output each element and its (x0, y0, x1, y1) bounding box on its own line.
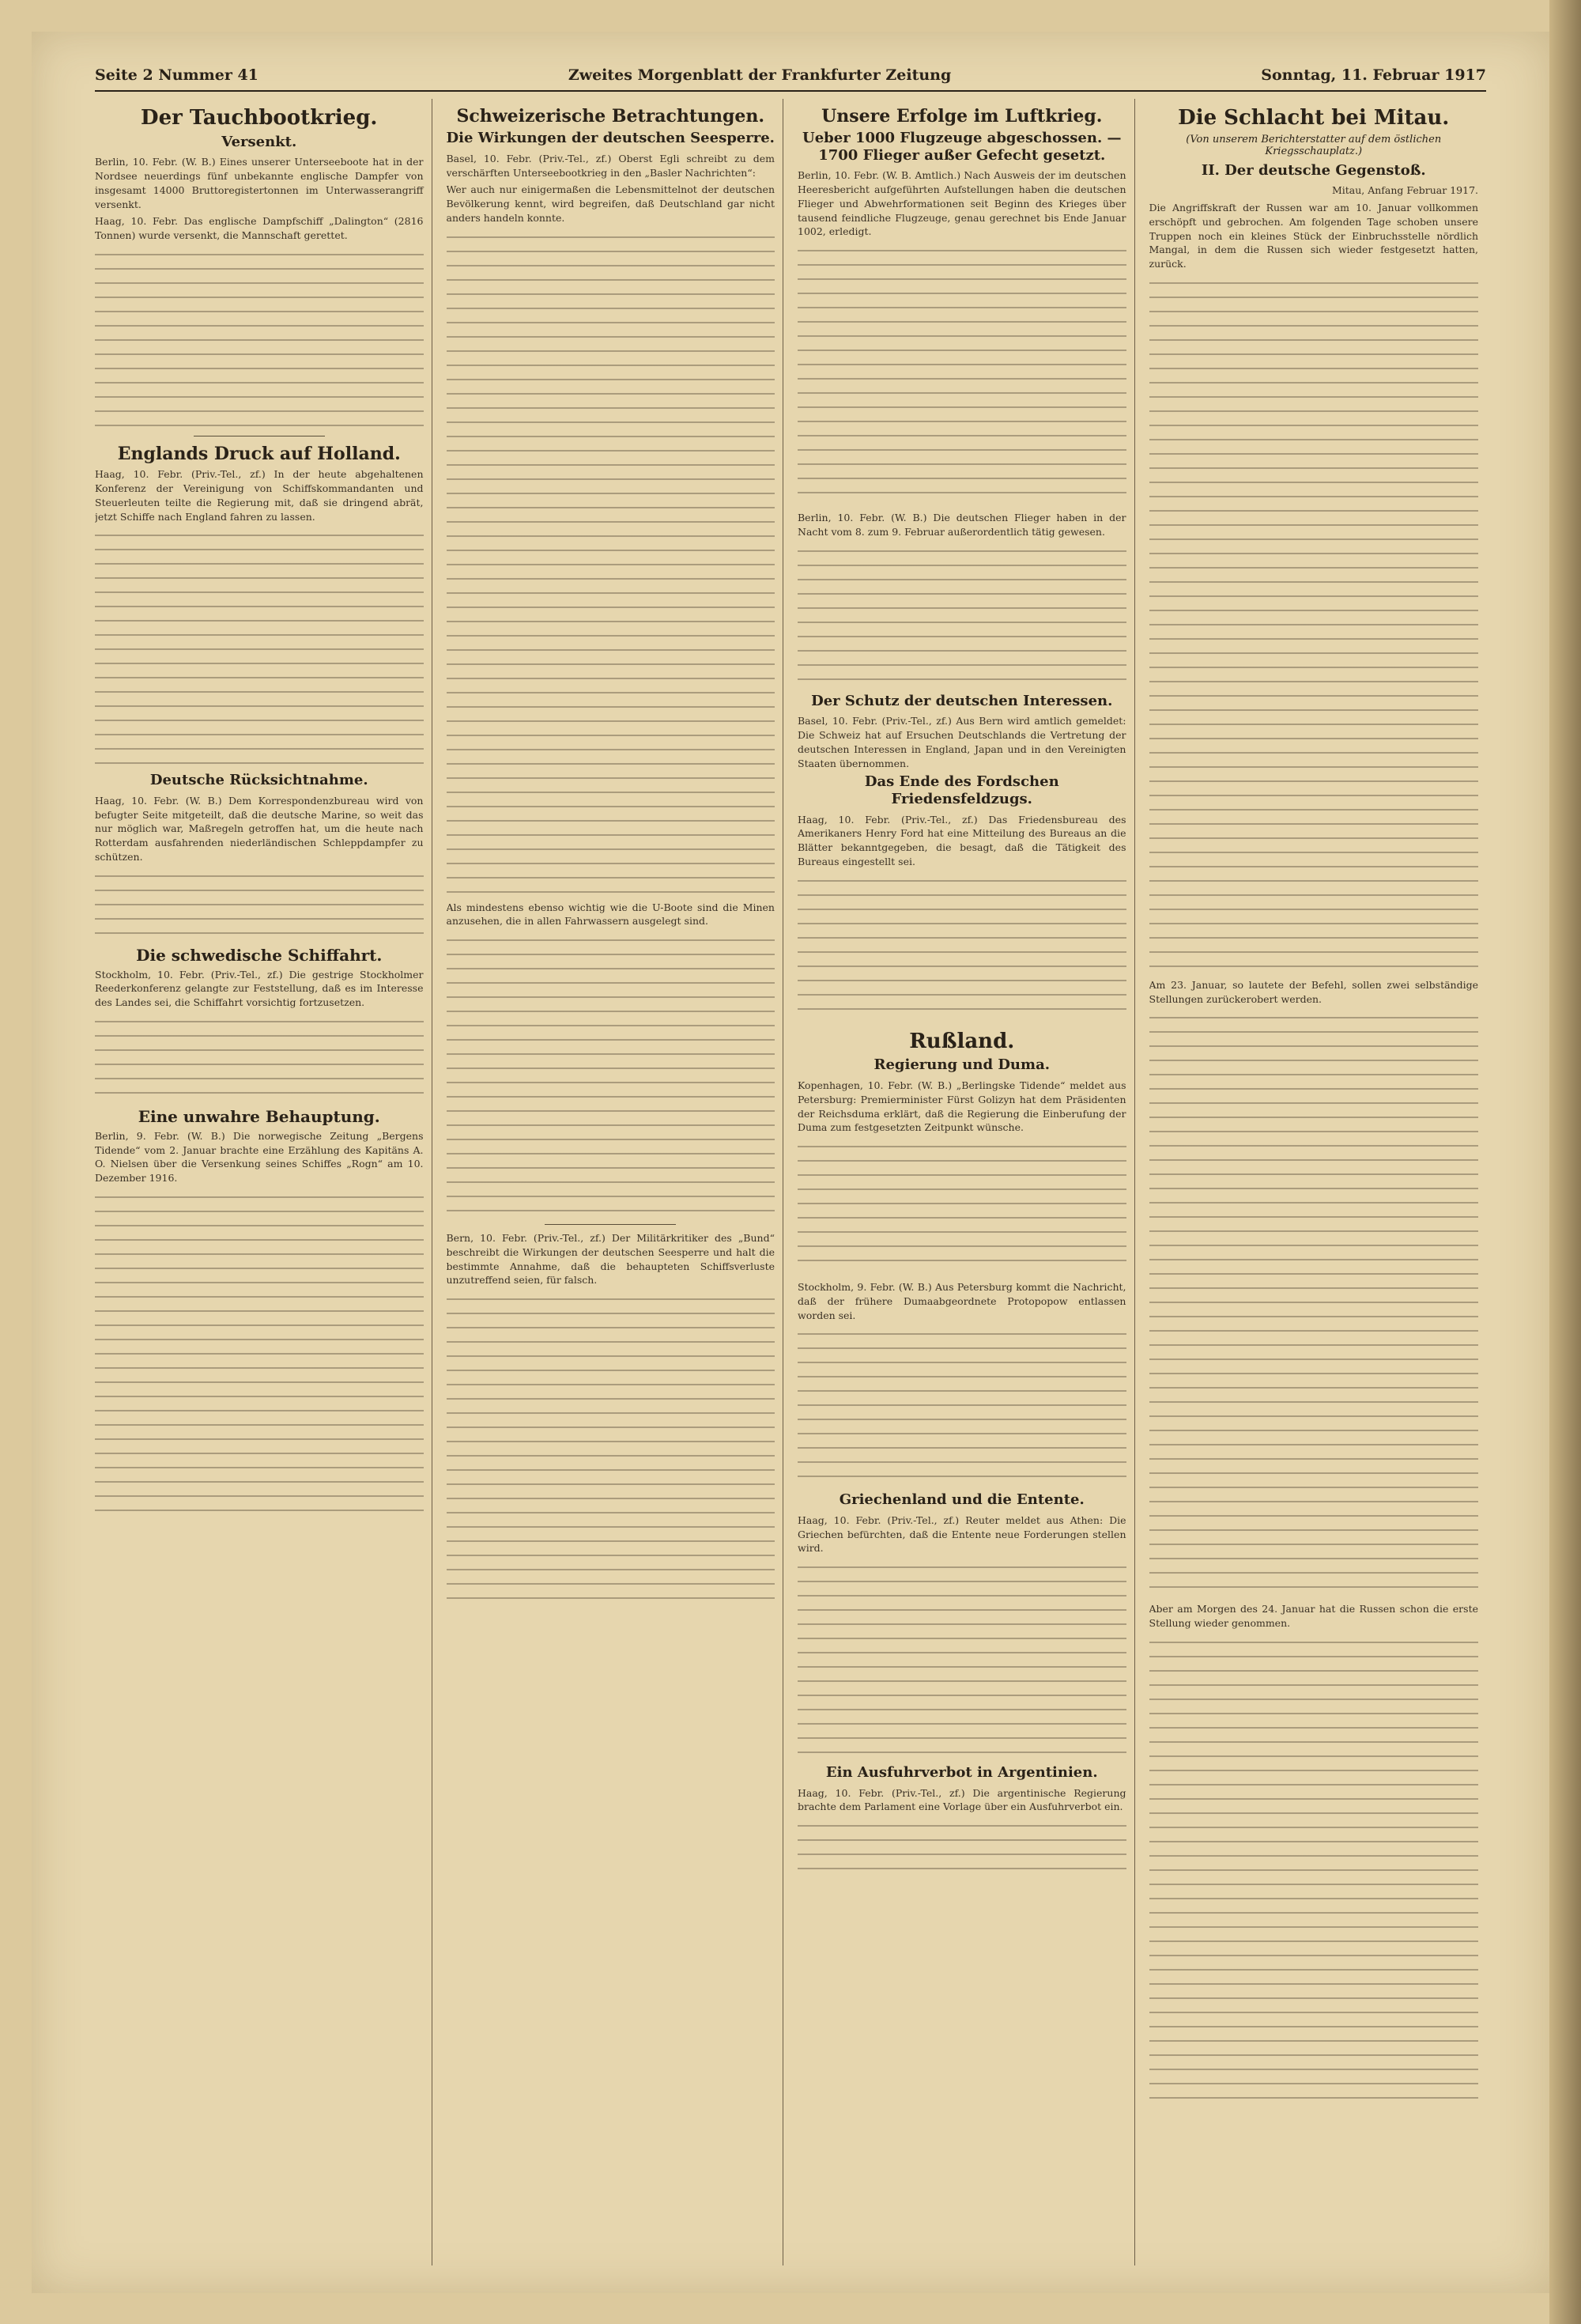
page-binding (1549, 0, 1581, 2324)
article-text: Bern, 10. Febr. (Priv.-Tel., zf.) Der Militärkritiker des „Bund“ beschreibt die Wirkungen der deutschen Seesperre und halt die bestimmte Annahme, daß die behaupteten Schiffsverluste unzutreffend seien, für falsch. (446, 1232, 775, 1287)
author-note: (Von unserem Berichterstatter auf dem östlichen Kriegsschauplatz.) (1186, 133, 1442, 157)
article-text: Berlin, 9. Febr. (W. B.) Die norwegische Zeitung „Bergens Tidende“ vom 2. Januar brachte eine Erzählung des Kapitäns A. O. Nielsen über die Versenkung seines Schiffes „Rogn“ am 10. Dezember 1916. (95, 1129, 424, 1185)
masthead (95, 63, 1486, 92)
subhead-argentinien: Ein Ausfuhrverbot in Argentinien. (825, 1764, 1098, 1782)
text-block (798, 1559, 1126, 1756)
column-2 (447, 99, 784, 2265)
newspaper-title: Zweites Morgenblatt der Frankfurter Zeitung (568, 66, 952, 84)
dateline: Mitau, Anfang Februar 1917. (1331, 184, 1478, 197)
subhead-seesperre: Die Wirkungen der deutschen Seesperre. (446, 130, 775, 147)
divider (545, 1224, 676, 1225)
page-number: Seite 2 Nummer 41 (95, 66, 258, 84)
article-text: Aber am Morgen des 24. Januar hat die Russen schon die erste Stellung wieder genommen. (1149, 1603, 1478, 1630)
subhead-regierung-duma: Regierung und Duma. (874, 1056, 1050, 1074)
article-text: Haag, 10. Febr. (Priv.-Tel., zf.) Die argentinische Regierung brachte dem Parlament eine Vorlage über ein Ausfuhrverbot ein. (798, 1786, 1126, 1813)
text-block (798, 242, 1126, 503)
text-block (95, 246, 424, 428)
article-text: Basel, 10. Febr. (Priv.-Tel., zf.) Aus Bern wird amtlich gemeldet: Die Schweiz hat auf Ersuchen Deutschlands die Vertretung der deutschen Interessen in England, Japan und in den Vereinigten Staaten übernommen. (798, 715, 1126, 769)
column-1 (95, 99, 432, 2265)
headline-englands-druck: Englands Druck auf Holland. (117, 443, 401, 464)
text-block (798, 1817, 1126, 1880)
subhead-flugzeuge: Ueber 1000 Flugzeuge abgeschossen. — 1700 Flieger außer Gefecht gesetzt. (802, 130, 1122, 164)
article-columns (95, 99, 1486, 2265)
text-block (95, 527, 424, 764)
text-block (95, 1188, 424, 1521)
article-text: Kopenhagen, 10. Febr. (W. B.) „Berlingske Tidende“ meldet aus Petersburg: Premierminister Fürst Golizyn hat dem Präsidenten der Reichsduma erklärt, daß die Regierung die Einberufung der Duma zum festgesetzten Zeitpunkt wünsche. (798, 1079, 1126, 1134)
headline-schlacht-mitau: Die Schlacht bei Mitau. (1178, 106, 1450, 130)
subhead-gegenstoss: II. Der deutsche Gegenstoß. (1201, 161, 1426, 179)
article-text: Als mindestens ebenso wichtig wie die U-Boote sind die Minen anzusehen, die in allen Fahrwassern ausgelegt sind. (446, 901, 775, 928)
article-text: Wer auch nur einigermaßen die Lebensmittelnot der deutschen Bevölkerung kennt, wird begreifen, daß Deutschland gar nicht anders handeln konnte. (446, 183, 775, 224)
column-3 (798, 99, 1135, 2265)
article-text: Stockholm, 10. Febr. (Priv.-Tel., zf.) Die gestrige Stockholmer Reederkonferenz gelangte zur Feststellung, daß es im Interesse des Landes sei, die Schiffahrt vorsichtig fortzusetzen. (95, 968, 424, 1009)
issue-date: Sonntag, 11. Februar 1917 (1261, 66, 1486, 84)
text-block (95, 867, 424, 939)
text-block (447, 931, 775, 1216)
article-text: Haag, 10. Febr. (W. B.) Dem Korrespondenzbureau wird von befugter Seite mitgeteilt, daß die deutsche Marine, so weit das nur möglich war, Maßregeln getroffen hat, um die heute nach Rotterdam ausfahrenden niederländischen Schleppdampfer zu schützen. (95, 794, 424, 863)
article-text: Basel, 10. Febr. (Priv.-Tel., zf.) Oberst Egli schreibt zu dem verschärften Unterseebootkrieg in den „Basler Nachrichten“: (446, 152, 775, 179)
text-block (1149, 1009, 1479, 1594)
text-block (1149, 1634, 1479, 2108)
article-text: Haag, 10. Febr. (Priv.-Tel., zf.) Das Friedensbureau des Amerikaners Henry Ford hat eine Mitteilung des Bureaus an die Blätter bekanntgegeben, die besagt, daß die Tätigkeit des Bureaus eingestellt sei. (798, 813, 1126, 867)
headline-luftkrieg: Unsere Erfolge im Luftkrieg. (821, 106, 1103, 127)
text-block (798, 1138, 1126, 1272)
headline-unwahre-behauptung: Eine unwahre Behauptung. (138, 1106, 380, 1126)
text-block (447, 229, 775, 893)
article-text: Berlin, 10. Febr. (W. B.) Die deutschen Flieger haben in der Nacht vom 8. zum 9. Februar außerordentlich tätig gewesen. (798, 512, 1126, 538)
subhead-versenkt: Versenkt. (221, 133, 297, 150)
article-text: Berlin, 10. Febr. (W. B. Amtlich.) Nach Ausweis der im deutschen Heeresbericht aufgeführten Aufstellungen haben die deutschen Flieger und Abwehrformationen seit Beginn des Krieges über tausend feindliche Flugzeuge, genau gerechnet bis Ende Januar 1002, erledigt. (798, 169, 1126, 238)
headline-russland: Rußland. (909, 1029, 1015, 1053)
article-text: Stockholm, 9. Febr. (W. B.) Aus Petersburg kommt die Nachricht, daß der frühere Dumaabgeordnete Protopopow entlassen worden sei. (798, 1281, 1126, 1321)
headline-schwedische-schiffahrt: Die schwedische Schiffahrt. (136, 945, 383, 965)
article-text: Haag, 10. Febr. (Priv.-Tel., zf.) In der heute abgehaltenen Konferenz der Vereinigung von Schiffskommandanten und Steuerleuten teilte die Regierung mit, daß sie dringend abrät, jetzt Schiffe nach England fahren zu lassen. (95, 468, 424, 523)
subhead-griechenland: Griechenland und die Entente. (839, 1491, 1085, 1509)
subhead-fordschen-friedensfeldzug: Das Ende des Fordschen Friedensfeldzugs. (864, 773, 1059, 807)
article-text: Berlin, 10. Febr. (W. B.) Eines unserer Unterseeboote hat in der Nordsee neuerdings fünf unbekannte englische Dampfer von insgesamt 14000 Bruttoregistertonnen im Unterwasserangriff versenkt. (95, 156, 424, 210)
text-block (447, 1290, 775, 1607)
text-block (798, 872, 1126, 1022)
text-block (1149, 274, 1479, 970)
headline-schweizerische: Schweizerische Betrachtungen. (456, 106, 765, 127)
article-text: Am 23. Januar, so lautete der Befehl, sollen zwei selbständige Stellungen zurückerobert werden. (1149, 978, 1478, 1005)
subhead-ruecksichtnahme: Deutsche Rücksichtnahme. (149, 772, 368, 789)
text-block (798, 542, 1126, 685)
subhead-schutz-interessen: Der Schutz der deutschen Interessen. (811, 692, 1113, 709)
article-text: Haag, 10. Febr. (Priv.-Tel., zf.) Reuter meldet aus Athen: Die Griechen befürchten, daß die Entente neue Forderungen stellen wird. (798, 1513, 1126, 1555)
text-block (95, 1013, 424, 1100)
text-block (798, 1325, 1126, 1483)
article-text: Die Angriffskraft der Russen war am 10. Januar vollkommen erschöpft und gebrochen. Am folgenden Tage schoben unsere Truppen noch ein kleines Stück der Einbruchsstelle nördlich Mangal, in dem die Russen sich wieder festgesetzt hatten, zurück. (1149, 202, 1478, 270)
article-text: Haag, 10. Febr. Das englische Dampfschiff „Dalington“ (2816 Tonnen) wurde versenkt, die Mannschaft gerettet. (95, 215, 424, 242)
column-4 (1149, 99, 1487, 2265)
headline-tauchbootkrieg: Der Tauchbootkrieg. (141, 106, 378, 130)
